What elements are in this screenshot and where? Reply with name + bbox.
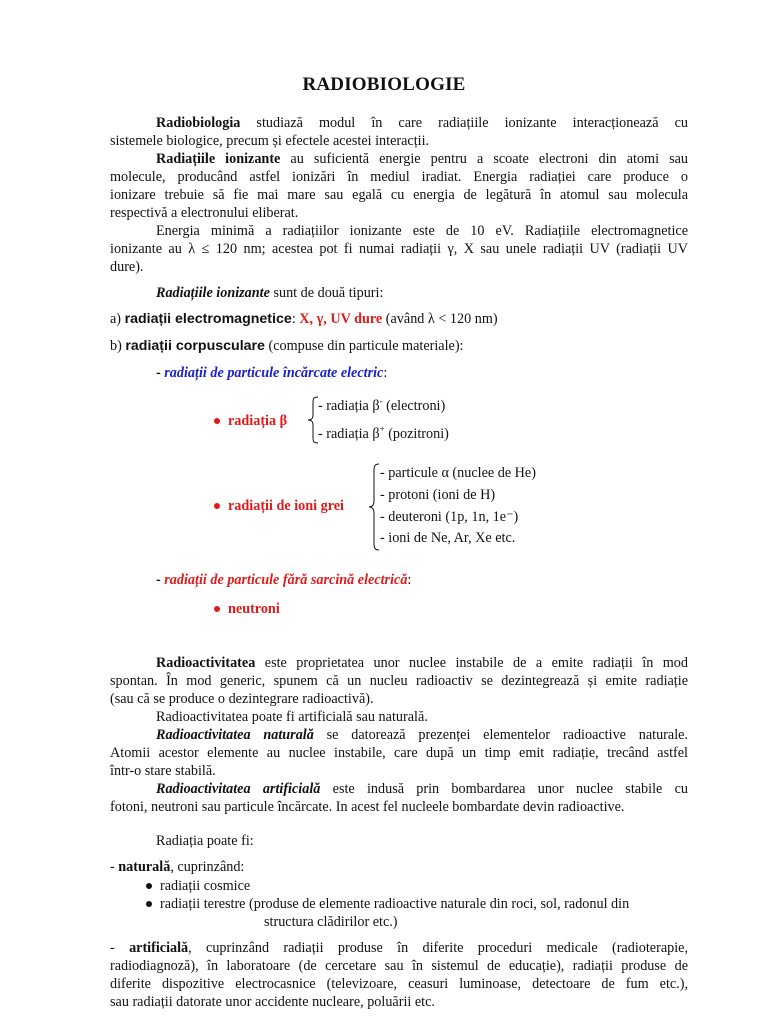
text: studiază modul în care radiațiile ionizante interacționează cu xyxy=(240,115,688,131)
term-radiatii-ionizante: Radiațiile ionizante xyxy=(156,151,281,167)
heavy-ion-item: - ioni de Ne, Ar, Xe etc. xyxy=(380,530,516,546)
text: radiații de particule încărcate electric xyxy=(164,365,384,381)
types-intro xyxy=(156,284,383,302)
type-b-corpuscular xyxy=(110,337,463,355)
text: radiația β xyxy=(228,413,288,429)
text: naturală xyxy=(118,859,171,875)
text: Radioactivitatea naturală xyxy=(156,727,314,743)
sources-intro: Radiația poate fi: xyxy=(156,833,254,849)
paragraph-line xyxy=(110,150,688,168)
text: : xyxy=(383,365,388,381)
bullet-icon xyxy=(214,418,220,424)
heavy-ion-item: - protoni (ioni de H) xyxy=(380,487,496,503)
text: + xyxy=(379,424,385,434)
page-title: RADIOBIOLOGIE xyxy=(302,74,466,95)
paragraph-line xyxy=(110,726,688,744)
paragraph-line: diferite dispozitive electrocasnice (televizoare, ceasuri luminoase, detectoare de fum etc.), xyxy=(110,976,688,992)
text: radiații corpusculare xyxy=(125,338,265,354)
heavy-ion-item: - deuteroni (1p, 1n, 1e⁻) xyxy=(380,509,519,525)
paragraph-line: fotoni, neutroni sau particule încărcate. In acest fel nucleele bombardate devin radioactive. xyxy=(110,799,625,815)
text: au suficientă energie pentru a scoate electroni din atomi sau xyxy=(280,151,688,167)
paragraph-line: sau radiații datorate unor accidente nucleare, poluării etc. xyxy=(110,994,435,1010)
paragraph-line: respectivă a electronului eliberat. xyxy=(110,205,299,221)
paragraph-line: ionizante au λ ≤ 120 nm; acestea pot fi numai radiații γ, X sau unele radiații UV (radiații UV xyxy=(110,241,688,257)
paragraph-line xyxy=(110,114,688,132)
paragraph-line: radiodiagnoză), în laboratoare (de cercetare sau în sistemul de educație), radiații produse de xyxy=(110,958,688,974)
text: - xyxy=(379,396,383,406)
paragraph-line: sistemele biologice, precum și efectele acestei interacții. xyxy=(110,133,430,149)
text: neutroni xyxy=(228,601,280,617)
beta-plus-item xyxy=(318,425,449,443)
list-item-continuation: structura clădirilor etc.) xyxy=(264,914,398,930)
paragraph-line: într-o stare stabilă. xyxy=(110,763,216,779)
text: , cuprinzând: xyxy=(170,859,245,875)
bullet-icon xyxy=(214,503,220,509)
term-radioactivitatea: Radioactivitatea xyxy=(156,655,256,671)
bullet-icon xyxy=(146,901,152,907)
paragraph-line xyxy=(110,654,688,672)
paragraph-line: Atomii acestor elemente au nuclee instabile, care după un timp emit radiație, trecând astfel xyxy=(110,745,688,761)
neutron-label xyxy=(214,600,280,618)
text: : xyxy=(291,311,300,327)
term-radiobiologia: Radiobiologia xyxy=(156,115,241,131)
text: radiații de ioni grei xyxy=(228,498,344,514)
text: Radiațiile ionizante xyxy=(156,285,270,301)
text: radiații de particule fără sarcină electrică xyxy=(164,572,408,588)
text: - radiația β xyxy=(318,398,380,414)
text: radiații cosmice xyxy=(160,878,251,894)
charged-particles-heading xyxy=(156,364,387,382)
text: - xyxy=(110,859,119,875)
text: artificială xyxy=(129,940,189,956)
neutral-particles-heading xyxy=(156,571,411,589)
highlight-red: X, γ, UV dure xyxy=(299,311,383,327)
text: - xyxy=(110,940,130,956)
text: Radioactivitatea artificială xyxy=(156,781,321,797)
list-item xyxy=(146,877,250,895)
text: - xyxy=(156,572,165,588)
paragraph-line: molecule, producând astfel ionizări în mediul iradiat. Energia radiației care produce o xyxy=(110,169,688,185)
heavy-ion-item: - particule α (nuclee de He) xyxy=(380,465,536,481)
text: (pozitroni) xyxy=(384,426,449,442)
text: a) xyxy=(110,311,125,327)
paragraph-line xyxy=(110,939,688,957)
natural-heading xyxy=(110,858,244,876)
text: sunt de două tipuri: xyxy=(269,285,384,301)
text: - xyxy=(156,365,165,381)
beta-radiation-label xyxy=(214,412,287,430)
paragraph-line xyxy=(110,780,688,798)
text: este indusă prin bombardarea unor nuclee stabile cu xyxy=(320,781,688,797)
bullet-icon xyxy=(146,883,152,889)
text: b) xyxy=(110,338,126,354)
paragraph-line: spontan. În mod generic, spunem că un nucleu radioactiv se dezintegrează și emite radiație xyxy=(110,673,688,689)
paragraph-line: (sau că se produce o dezintegrare radioactivă). xyxy=(110,691,374,707)
bullet-icon xyxy=(214,606,220,612)
text: radiații electromagnetice xyxy=(124,311,292,327)
paragraph-line: dure). xyxy=(110,259,144,275)
text: este proprietatea unor nuclee instabile de a emite radiații în mod xyxy=(255,655,688,671)
left-brace-icon xyxy=(367,463,381,551)
text: : xyxy=(407,572,412,588)
text: (electroni) xyxy=(382,398,446,414)
list-item xyxy=(146,895,688,913)
text: radiații terestre (produse de elemente radioactive naturale din roci, sol, radonul din xyxy=(160,896,630,912)
paragraph-line: ionizare trebuie să fie mai mare sau egală cu energia de legătură în atomul sau molecula xyxy=(110,187,688,203)
beta-minus-item xyxy=(318,397,445,415)
paragraph-line: Energia minimă a radiațiilor ionizante este de 10 eV. Radiațiile electromagnetice xyxy=(156,223,688,239)
text: - radiația β xyxy=(318,426,380,442)
text: (compuse din particule materiale): xyxy=(264,338,464,354)
heavy-ions-label xyxy=(214,497,344,515)
text: se datorează prezenței elementelor radioactive naturale. xyxy=(313,727,688,743)
paragraph-line: Radioactivitatea poate fi artificială sau naturală. xyxy=(156,709,428,725)
text: (având λ < 120 nm) xyxy=(382,311,498,327)
type-a-electromagnetic xyxy=(110,310,498,328)
text: , cuprinzând radiații produse în diferite proceduri medicale (radioterapie, xyxy=(188,940,688,956)
